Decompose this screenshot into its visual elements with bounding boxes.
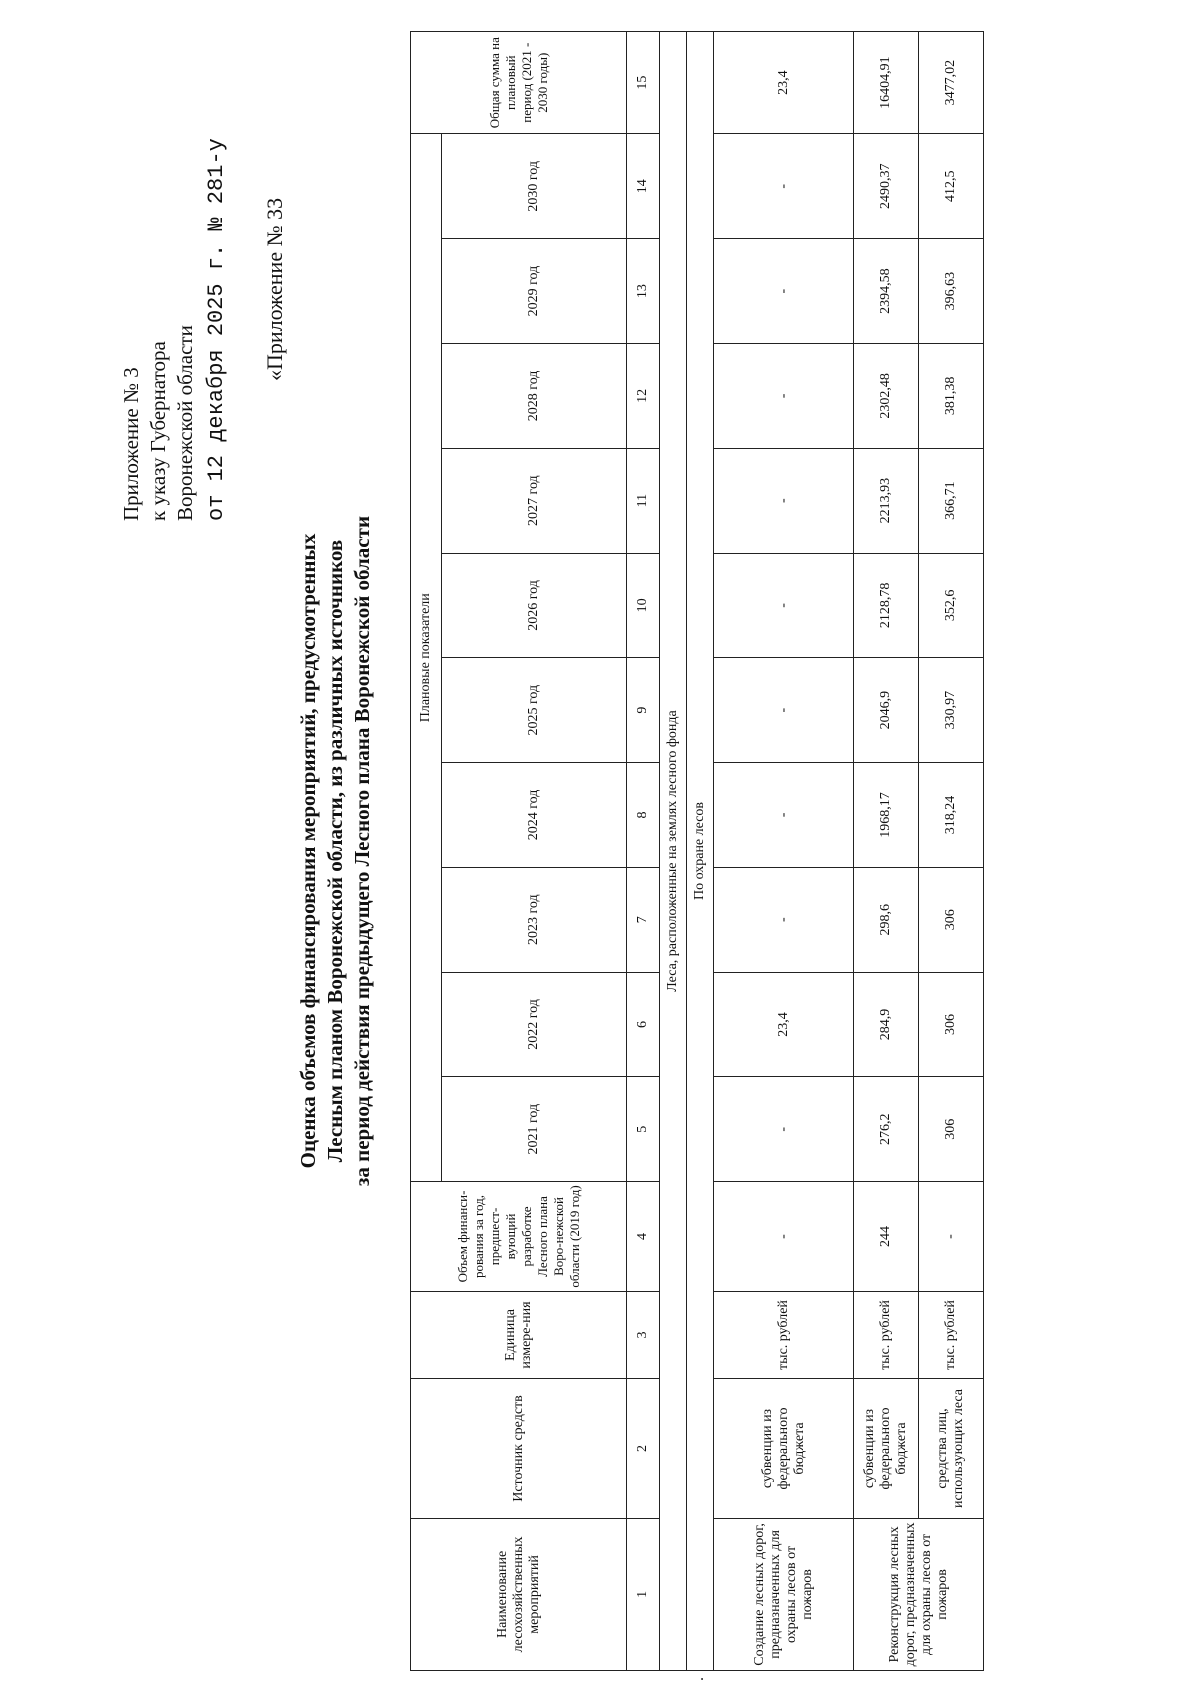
table-row <box>919 32 984 1671</box>
column-number: 1 <box>627 1518 660 1670</box>
column-number: 7 <box>627 867 660 972</box>
appendix-33-label: «Приложение № 33 <box>262 197 287 381</box>
source-cell: средства лиц, использующих леса <box>919 1379 984 1519</box>
value-cell: - <box>714 448 854 553</box>
value-cell: 298,6 <box>854 867 919 972</box>
value-cell: 352,6 <box>919 553 984 658</box>
header-row-1 <box>411 32 442 1671</box>
value-cell: - <box>714 134 854 239</box>
value-cell: 2046,9 <box>854 658 919 763</box>
header-year: 2026 год <box>442 553 627 658</box>
value-cell: - <box>714 553 854 658</box>
section-forest-protection: По охране лесов <box>687 32 714 1671</box>
value-cell: - <box>714 1077 854 1182</box>
header-year: 2023 год <box>442 867 627 972</box>
column-number: 4 <box>627 1182 660 1292</box>
document-title <box>295 261 376 1441</box>
value-cell: 330,97 <box>919 658 984 763</box>
value-cell: - <box>919 1182 984 1292</box>
source-cell: субвенции из федерального бюджета <box>714 1379 854 1519</box>
total-cell: 23,4 <box>714 32 854 134</box>
value-cell: 2302,48 <box>854 343 919 448</box>
header-year: 2021 год <box>442 1077 627 1182</box>
total-cell: 16404,91 <box>854 32 919 134</box>
header-base-year-volume: Объем финанси-рования за год, предшест-вующий разработке Лесного плана Воро-нежской области (2019 год) <box>411 1182 627 1292</box>
scan-dot-mark: . <box>690 1677 707 1681</box>
title-line-3: за период действия предыдущего Лесного плана Воронежской области <box>350 515 374 1187</box>
decree-date-number: от 12 декабря 2025 г. № 281-у <box>204 138 229 521</box>
column-number: 2 <box>627 1379 660 1519</box>
unit-cell: тыс. рублей <box>919 1291 984 1378</box>
value-cell: 284,9 <box>854 972 919 1077</box>
value-cell: 1968,17 <box>854 763 919 868</box>
value-cell: 366,71 <box>919 448 984 553</box>
column-number: 12 <box>627 343 660 448</box>
column-numbers-row <box>627 32 660 1671</box>
header-year: 2024 год <box>442 763 627 868</box>
column-number: 13 <box>627 239 660 344</box>
section-row-protection <box>687 32 714 1671</box>
unit-cell: тыс. рублей <box>714 1291 854 1378</box>
header-year: 2028 год <box>442 343 627 448</box>
value-cell: 396,63 <box>919 239 984 344</box>
title-line-1: Оценка объемов финансирования мероприятий, предусмотренных <box>296 533 320 1169</box>
header-source: Источник средств <box>411 1379 627 1519</box>
value-cell: 244 <box>854 1182 919 1292</box>
measure-name-cell: Реконструкция лесных дорог, предназначенных для охраны лесов от пожаров <box>854 1518 984 1670</box>
decree-region: Воронежской области <box>173 325 197 521</box>
decree-issuer: к указу Губернатора <box>146 341 170 521</box>
header-total: Общая сумма на плановый период (2021 - 2030 годы) <box>411 32 627 134</box>
source-cell: субвенции из федерального бюджета <box>854 1379 919 1519</box>
column-number: 15 <box>627 32 660 134</box>
value-cell: 2394,58 <box>854 239 919 344</box>
value-cell: - <box>714 658 854 763</box>
header-measure-name: Наименование лесохозяйственных мероприятий <box>411 1518 627 1670</box>
total-cell: 3477,02 <box>919 32 984 134</box>
value-cell: 412,5 <box>919 134 984 239</box>
column-number: 9 <box>627 658 660 763</box>
header-unit: Единица измере-ния <box>411 1291 627 1378</box>
table-row <box>854 32 919 1671</box>
header-year: 2030 год <box>442 134 627 239</box>
value-cell: 306 <box>919 1077 984 1182</box>
value-cell: 2128,78 <box>854 553 919 658</box>
header-year: 2029 год <box>442 239 627 344</box>
value-cell: 306 <box>919 867 984 972</box>
unit-cell: тыс. рублей <box>854 1291 919 1378</box>
section-forest-fund-lands: Леса, расположенные на землях лесного фонда <box>660 32 687 1671</box>
column-number: 3 <box>627 1291 660 1378</box>
decree-reference <box>118 81 230 521</box>
financing-table <box>410 31 984 1671</box>
table-row <box>714 32 854 1671</box>
value-cell: - <box>714 343 854 448</box>
value-cell: 2213,93 <box>854 448 919 553</box>
value-cell: 2490,37 <box>854 134 919 239</box>
title-line-2: Лесным планом Воронежской области, из различных источников <box>323 539 347 1163</box>
section-row-forest-fund <box>660 32 687 1671</box>
header-year: 2027 год <box>442 448 627 553</box>
column-number: 6 <box>627 972 660 1077</box>
value-cell: 23,4 <box>714 972 854 1077</box>
value-cell: - <box>714 1182 854 1292</box>
column-number: 14 <box>627 134 660 239</box>
value-cell: - <box>714 763 854 868</box>
header-planned-indicators: Плановые показатели <box>411 134 442 1182</box>
column-number: 8 <box>627 763 660 868</box>
column-number: 10 <box>627 553 660 658</box>
value-cell: 306 <box>919 972 984 1077</box>
appendix-3-label: Приложение № 3 <box>119 367 143 521</box>
column-number: 11 <box>627 448 660 553</box>
column-number: 5 <box>627 1077 660 1182</box>
header-year: 2022 год <box>442 972 627 1077</box>
measure-name-cell: Создание лесных дорог, предназначенных для охраны лесов от пожаров <box>714 1518 854 1670</box>
value-cell: 381,38 <box>919 343 984 448</box>
value-cell: 318,24 <box>919 763 984 868</box>
value-cell: 276,2 <box>854 1077 919 1182</box>
value-cell: - <box>714 867 854 972</box>
value-cell: - <box>714 239 854 344</box>
header-year: 2025 год <box>442 658 627 763</box>
